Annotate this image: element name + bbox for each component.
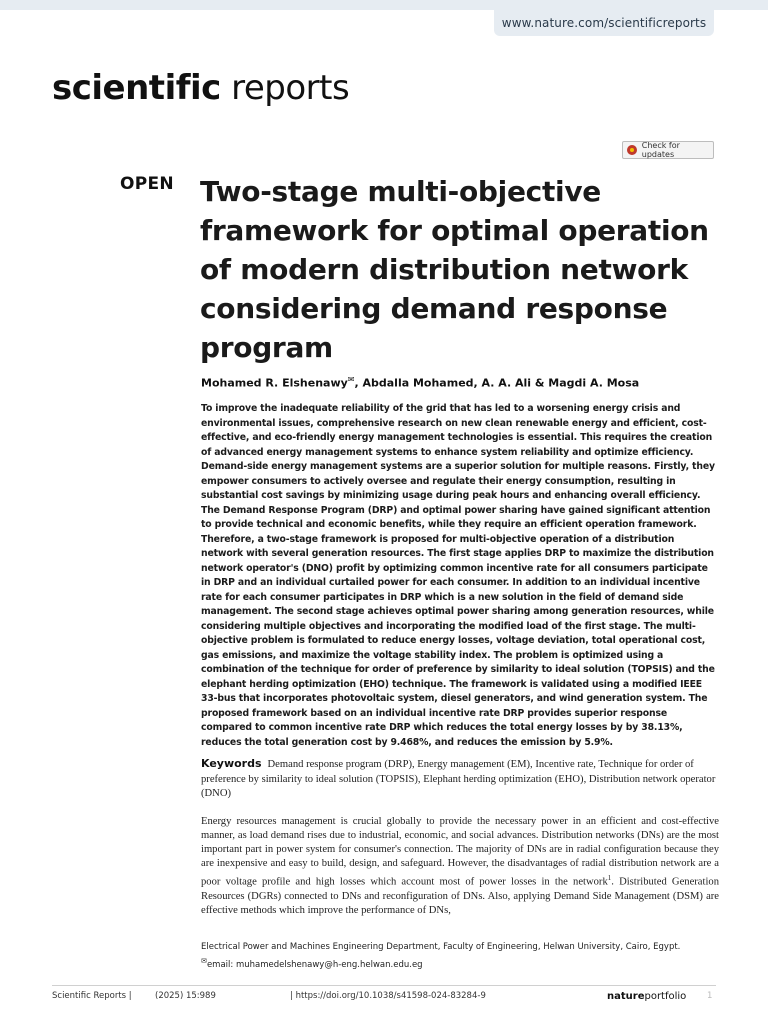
email-line bbox=[201, 954, 741, 972]
reference-link[interactable]: 1 bbox=[607, 874, 612, 882]
keywords bbox=[201, 757, 719, 802]
footer-journal: Scientific Reports | bbox=[52, 991, 132, 1001]
open-access-label: OPEN bbox=[120, 174, 174, 194]
journal-logo-regular: reports bbox=[220, 68, 350, 108]
keywords-label: Keywords bbox=[201, 757, 262, 770]
affiliation: Electrical Power and Machines Engineering Department, Faculty of Engineering, Helwan University, Cairo, Egypt. bbox=[201, 942, 681, 952]
article-title: Two-stage multi-objective framework for optimal operation of modern distribution network considering demand response program bbox=[200, 175, 709, 364]
keywords-list: Demand response program (DRP), Energy management (EM), Incentive rate, Technique for order of preference by similarity to ideal solution (TOPSIS), Elephant herding optimization (EHO), Distribution network operator (DNO) bbox=[201, 759, 716, 799]
author-list bbox=[201, 375, 639, 390]
intro-text: Energy resources management is crucial globally to provide the necessary power in an efficient and cost-effective manner, as load demand rises due to industrial, economic, and social advances. Distribution networks (DNs) are the most important part in power system for consumer's connection. The majority of DNs are in radial configuration because they are inexpensive and easy to build, design, and safeguard. However, the disadvantages of radial distribution network are a poor voltage profile and high losses which account most of power losses in the network bbox=[201, 816, 719, 888]
page-number: 1 bbox=[707, 991, 713, 1001]
affiliation-block bbox=[201, 941, 741, 972]
intro-paragraph bbox=[201, 815, 719, 918]
email-icon[interactable]: ✉ bbox=[347, 375, 355, 384]
footer-citation: (2025) 15:989 bbox=[155, 991, 216, 1001]
abstract: To improve the inadequate reliability of the grid that has led to a worsening energy crisis and environmental issues, comprehensive research on new clean renewable energy and efficient, cost-effective, and eco-friendly energy management technologies is essential. This requires the creation of advanced energy management systems to enhance system reliability and optimize efficiency. Demand-side energy management systems are a superior solution for multiple reasons. Firstly, they empower consumers to actively oversee and regulate their energy consumption, resulting in substantial cost savings by minimizing usage during peak hours and enhancing overall efficiency. The Demand Response Program (DRP) and optimal power sharing have gained significant attention to provide technical and economic benefits, while they require an efficient operation framework. Therefore, a two-stage framework is proposed for multi-objective operation of a distribution network with several generation resources. The first stage applies DRP to maximize the distribution network operator's (DNO) profit by optimizing common incentive rate for all consumers participate in DRP and an individual curtailed power for each consumer. In addition to an individual incentive rate for each consumer participates in DRP which is a new solution in the field of demand side management. The second stage achieves optimal power sharing among generation resources, while considering multiple objectives and incorporating the modified load of the first stage. The multi-objective problem is formulated to reduce energy losses, voltage deviation, total operational cost, gas emissions, and maximize the voltage stability index. The problem is optimized using a combination of the technique for order of preference by similarity to ideal solution (TOPSIS) and the elephant herding optimization (EHO) technique. The framework is validated using a modified IEEE 33-bus that incorporates photovoltaic system, diesel generators, and wind generation system. The proposed framework based on an individual incentive rate DRP provides superior response compared to common incentive rate DRP which reduces the total energy losses by by 38.13%, reduces the total generation cost by 9.468%, and reduces the emission by 5.9%. bbox=[201, 403, 715, 748]
footer-doi[interactable]: | https://doi.org/10.1038/s41598-024-83284-9 bbox=[290, 991, 486, 1001]
publisher-logo-bold: nature bbox=[607, 991, 645, 1002]
top-bar bbox=[0, 0, 768, 10]
footer-divider bbox=[52, 985, 716, 986]
intro-text-continued: . Distributed Generation Resources (DGRs) connected to DNs and reconfiguration of DNs. Also, applying Demand Side Management (DSM) are effective methods which improve the performance of DNs, bbox=[201, 876, 719, 916]
journal-logo[interactable] bbox=[52, 68, 349, 108]
journal-url[interactable]: www.nature.com/scientificreports bbox=[494, 10, 714, 36]
page-footer bbox=[52, 991, 716, 1005]
crossmark-icon bbox=[627, 145, 637, 155]
author-email[interactable]: email: muhamedelshenawy@h-eng.helwan.edu.eg bbox=[206, 959, 423, 970]
publisher-logo[interactable] bbox=[607, 991, 686, 1002]
journal-logo-bold: scientific bbox=[52, 68, 221, 108]
check-for-updates-label: Check for updates bbox=[641, 141, 680, 159]
other-authors: , Abdalla Mohamed, A. A. Ali & Magdi A. Mosa bbox=[354, 376, 640, 390]
email-icon-small: ✉ bbox=[201, 956, 207, 965]
check-for-updates-button[interactable] bbox=[622, 141, 714, 159]
corresponding-author[interactable]: Mohamed R. Elshenawy bbox=[201, 376, 348, 390]
publisher-logo-regular: portfolio bbox=[644, 991, 687, 1002]
